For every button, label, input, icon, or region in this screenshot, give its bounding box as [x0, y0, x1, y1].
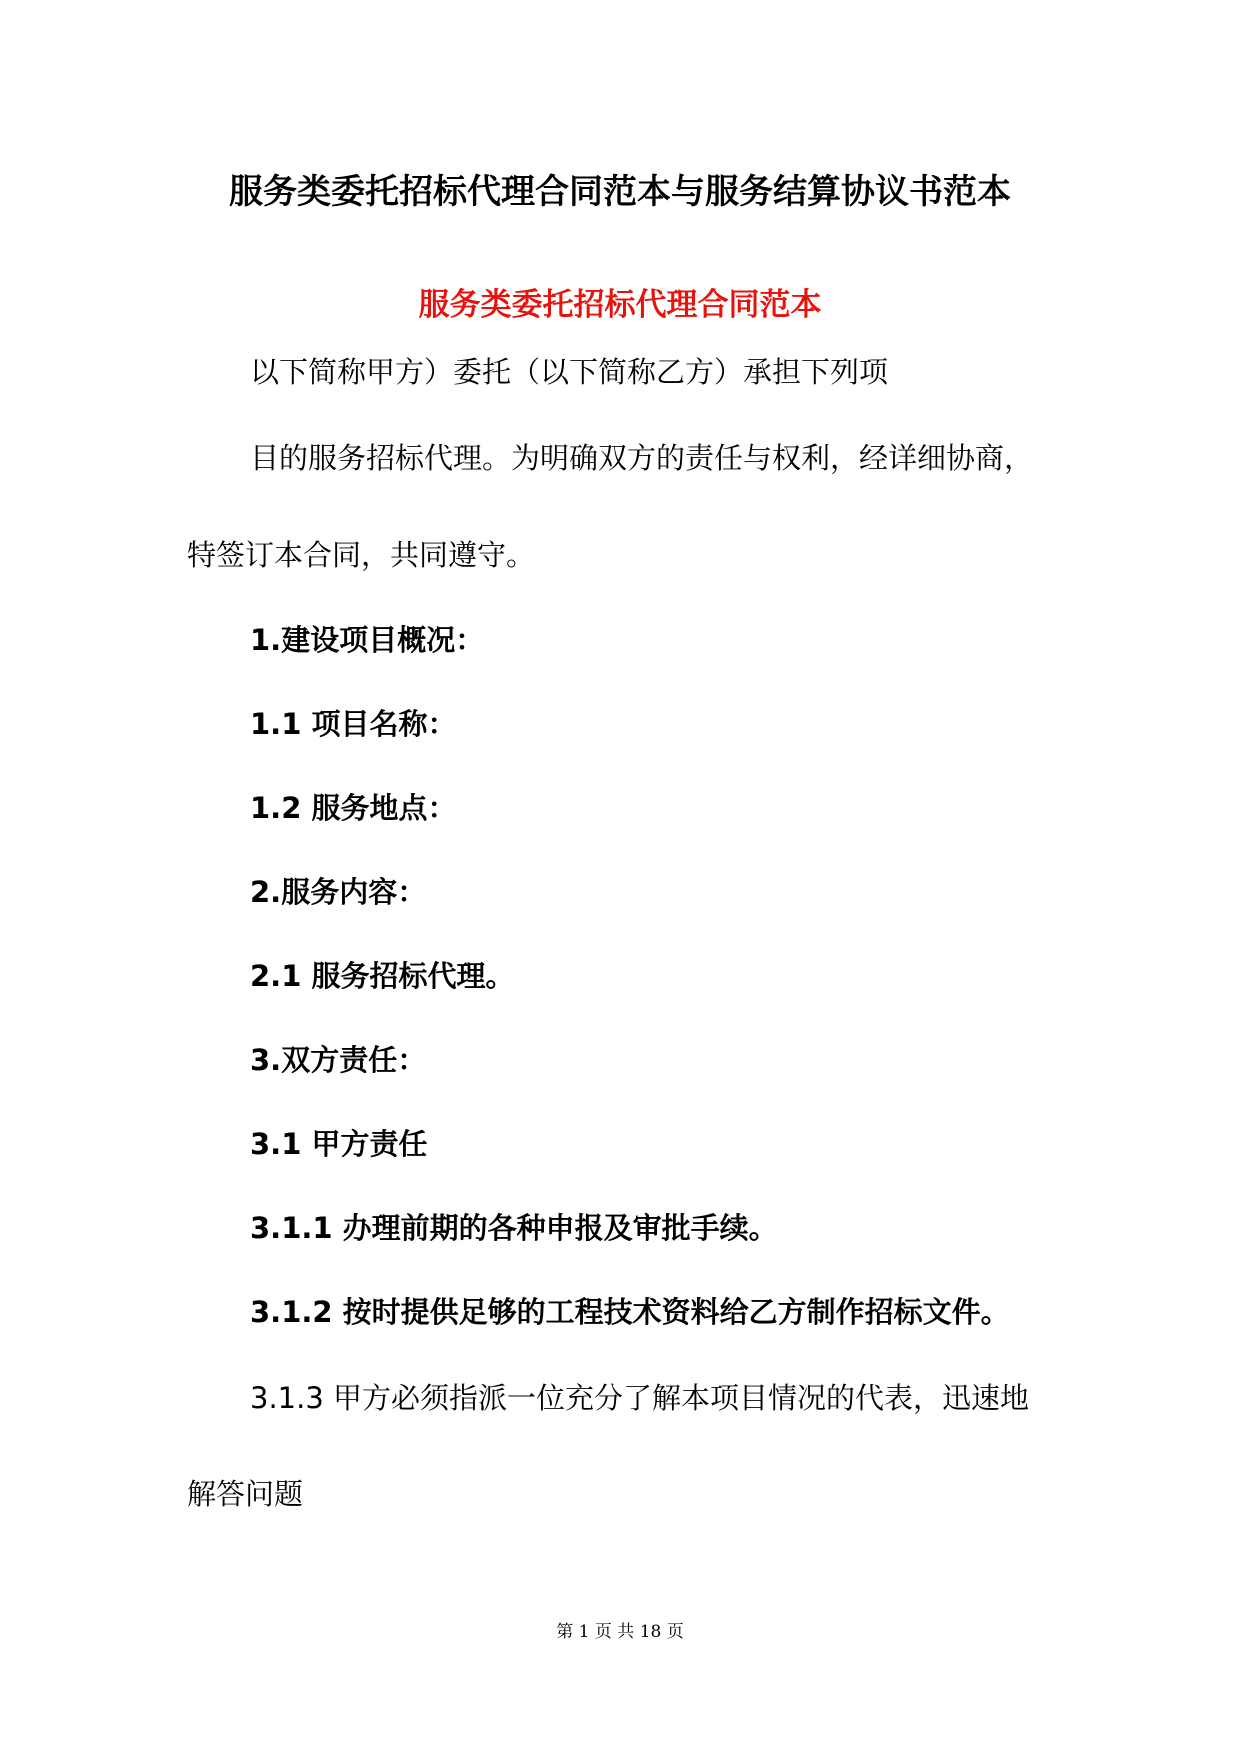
heading-line: 3.1.1 办理前期的各种申报及审批手续。 [250, 1211, 778, 1245]
section-title: 服务类委托招标代理合同范本 [418, 287, 822, 323]
body-line: 特签订本合同，共同遵守。 [187, 538, 536, 572]
heading-line: 1.建设项目概况： [250, 623, 485, 657]
heading-line: 3.1.2 按时提供足够的工程技术资料给乙方制作招标文件。 [250, 1295, 1010, 1329]
heading-line: 1.1 项目名称： [250, 707, 457, 741]
heading-line: 2.服务内容： [250, 875, 427, 909]
body-line: 目的服务招标代理。为明确双方的责任与权利，经详细协商， [250, 441, 1034, 475]
heading-line: 1.2 服务地点： [250, 791, 457, 825]
heading-line: 3.双方责任： [250, 1043, 427, 1077]
heading-line: 2.1 服务招标代理。 [250, 959, 515, 993]
document-title: 服务类委托招标代理合同范本与服务结算协议书范本 [229, 172, 1011, 212]
body-line: 解答问题 [187, 1477, 304, 1511]
heading-line: 3.1 甲方责任 [250, 1127, 428, 1161]
body-line: 3.1.3 甲方必须指派一位充分了解本项目情况的代表，迅速地 [250, 1381, 1030, 1415]
body-line: 以下简称甲方）委托（以下简称乙方）承担下列项 [250, 355, 889, 389]
page-number: 第 1 页 共 18 页 [556, 1622, 684, 1642]
